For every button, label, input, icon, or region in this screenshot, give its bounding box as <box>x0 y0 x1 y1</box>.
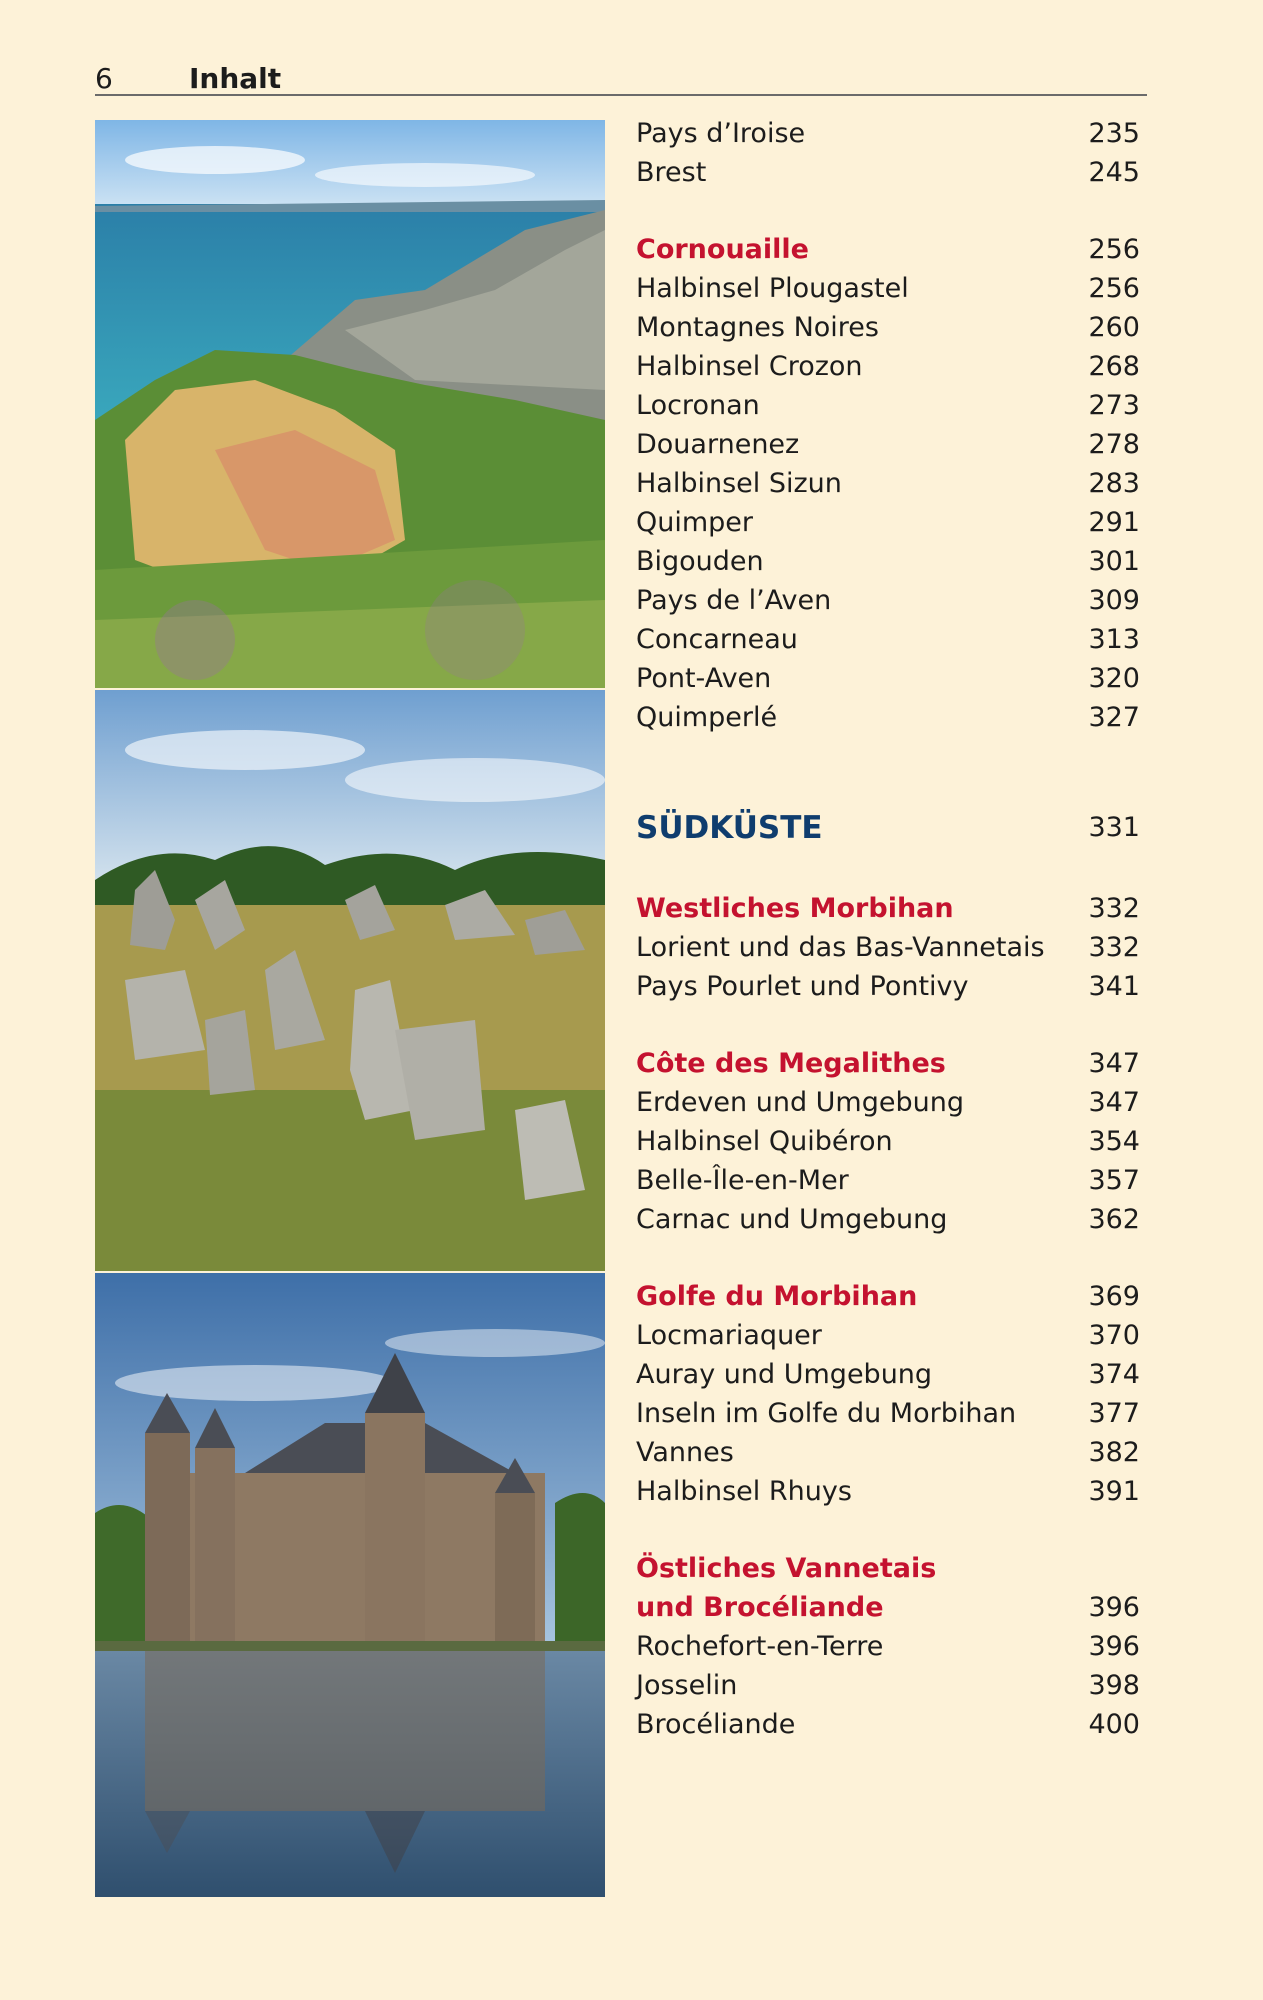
toc-entry-page: 341 <box>1088 971 1140 1002</box>
toc-entry[interactable] <box>636 698 1140 737</box>
toc-entry[interactable] <box>636 1355 1140 1394</box>
toc-entry-title: Quimperlé <box>636 702 778 733</box>
toc-entry[interactable] <box>636 1433 1140 1472</box>
coastal-cliff-photo <box>95 120 605 688</box>
toc-entry-page: 327 <box>1088 702 1140 733</box>
toc-entry[interactable] <box>636 620 1140 659</box>
toc-entry-page: 256 <box>1088 273 1140 304</box>
toc-entry[interactable] <box>636 1472 1140 1511</box>
toc-entry-page: 245 <box>1088 157 1140 188</box>
toc-entry-title: Côte des Megalithes <box>636 1048 946 1079</box>
toc-entry-page: 273 <box>1088 390 1140 421</box>
toc-entry[interactable] <box>636 308 1140 347</box>
toc-entry-page: 278 <box>1088 429 1140 460</box>
toc-section-heading[interactable] <box>636 889 1140 928</box>
megaliths-photo <box>95 690 605 1271</box>
toc-entry-title: Halbinsel Quibéron <box>636 1126 893 1157</box>
toc-entry-page: 301 <box>1088 546 1140 577</box>
toc-entry-page: 309 <box>1088 585 1140 616</box>
page-header <box>95 60 1147 96</box>
toc-entry-page: 347 <box>1088 1087 1140 1118</box>
toc-entry-page: 396 <box>1088 1631 1140 1662</box>
castle-reflection-photo <box>95 1273 605 1897</box>
toc-entry-title: Carnac und Umgebung <box>636 1204 948 1235</box>
toc-entry-title: Auray und Umgebung <box>636 1359 933 1390</box>
toc-entry-page: 260 <box>1088 312 1140 343</box>
toc-entry-page: 382 <box>1088 1437 1140 1468</box>
toc-entry-title: Pont-Aven <box>636 663 772 694</box>
toc-entry[interactable] <box>636 153 1140 192</box>
toc-entry-title: Vannes <box>636 1437 734 1468</box>
toc-entry[interactable] <box>636 503 1140 542</box>
toc-entry[interactable] <box>636 1666 1140 1705</box>
toc-entry-title: und Brocéliande <box>636 1592 884 1623</box>
toc-entry[interactable] <box>636 581 1140 620</box>
toc-entry[interactable] <box>636 928 1140 967</box>
toc-entry-title: Bigouden <box>636 546 764 577</box>
toc-entry-page: 398 <box>1088 1670 1140 1701</box>
toc-entry-title: Cornouaille <box>636 234 809 265</box>
toc-entry-title: Halbinsel Plougastel <box>636 273 909 304</box>
toc-entry-page: 268 <box>1088 351 1140 382</box>
toc-entry-title: Pays d’Iroise <box>636 118 806 149</box>
toc-entry-page: 374 <box>1088 1359 1140 1390</box>
toc-entry-page: 291 <box>1088 507 1140 538</box>
photo-column <box>95 120 605 1897</box>
toc-entry[interactable] <box>636 1200 1140 1239</box>
toc-entry[interactable] <box>636 1316 1140 1355</box>
toc-entry-title: Pays de l’Aven <box>636 585 832 616</box>
toc-entry-title: Belle-Île-en-Mer <box>636 1165 849 1196</box>
toc-entry[interactable] <box>636 425 1140 464</box>
toc-entry-title: Östliches Vannetais <box>636 1553 937 1584</box>
toc-section-heading[interactable] <box>636 230 1140 269</box>
toc-entry[interactable] <box>636 114 1140 153</box>
toc-entry-page: 256 <box>1088 234 1140 265</box>
toc-entry-page: 354 <box>1088 1126 1140 1157</box>
toc-entry-title: Halbinsel Rhuys <box>636 1476 852 1507</box>
toc-entry[interactable] <box>636 542 1140 581</box>
page-title: Inhalt <box>189 62 282 95</box>
table-of-contents <box>636 114 1140 1744</box>
toc-entry-title: Halbinsel Sizun <box>636 468 842 499</box>
toc-entry-page: 369 <box>1088 1281 1140 1312</box>
toc-entry-page: 362 <box>1088 1204 1140 1235</box>
toc-entry-title: Inseln im Golfe du Morbihan <box>636 1398 1017 1429</box>
toc-entry[interactable] <box>636 967 1140 1006</box>
toc-entry[interactable] <box>636 464 1140 503</box>
toc-section-heading[interactable] <box>636 1044 1140 1083</box>
toc-entry-title: Brocéliande <box>636 1709 796 1740</box>
toc-entry[interactable] <box>636 659 1140 698</box>
toc-entry-title: Halbinsel Crozon <box>636 351 863 382</box>
toc-section-heading[interactable] <box>636 1277 1140 1316</box>
toc-entry-page: 235 <box>1088 118 1140 149</box>
toc-entry-title: Locmariaquer <box>636 1320 822 1351</box>
toc-entry-title: Pays Pourlet und Pontivy <box>636 971 969 1002</box>
toc-entry-page: 313 <box>1088 624 1140 655</box>
toc-entry[interactable] <box>636 1122 1140 1161</box>
page-number: 6 <box>95 62 113 95</box>
toc-entry-page: 391 <box>1088 1476 1140 1507</box>
toc-entry[interactable] <box>636 347 1140 386</box>
toc-entry-title: Lorient und das Bas-Vannetais <box>636 932 1045 963</box>
toc-entry-title: Brest <box>636 157 707 188</box>
toc-entry-title: Quimper <box>636 507 754 538</box>
toc-entry-page: 357 <box>1088 1165 1140 1196</box>
toc-entry-title: Rochefort-en-Terre <box>636 1631 884 1662</box>
toc-section-heading-line2[interactable] <box>636 1588 1140 1627</box>
toc-entry-page: 377 <box>1088 1398 1140 1429</box>
toc-section-heading-line1[interactable] <box>636 1549 1140 1588</box>
toc-entry[interactable] <box>636 1083 1140 1122</box>
toc-entry[interactable] <box>636 1627 1140 1666</box>
toc-entry-page: 400 <box>1088 1709 1140 1740</box>
toc-entry-title: Montagnes Noires <box>636 312 879 343</box>
toc-entry-title: Locronan <box>636 390 760 421</box>
toc-entry-page: 331 <box>1088 812 1140 843</box>
toc-entry[interactable] <box>636 386 1140 425</box>
toc-entry-page: 370 <box>1088 1320 1140 1351</box>
toc-entry-page: 320 <box>1088 663 1140 694</box>
toc-chapter-heading[interactable] <box>636 805 1140 851</box>
toc-entry-title: Josselin <box>636 1670 738 1701</box>
toc-entry-title: Golfe du Morbihan <box>636 1281 918 1312</box>
toc-entry[interactable] <box>636 269 1140 308</box>
toc-entry[interactable] <box>636 1161 1140 1200</box>
toc-entry[interactable] <box>636 1394 1140 1433</box>
toc-entry-page: 396 <box>1088 1592 1140 1623</box>
toc-entry-page: 332 <box>1088 932 1140 963</box>
toc-entry-page: 283 <box>1088 468 1140 499</box>
toc-entry-title: Douarnenez <box>636 429 800 460</box>
toc-entry-page: 332 <box>1088 893 1140 924</box>
toc-entry-title: Erdeven und Umgebung <box>636 1087 964 1118</box>
toc-entry[interactable] <box>636 1705 1140 1744</box>
toc-entry-page: 347 <box>1088 1048 1140 1079</box>
toc-entry-title: Westliches Morbihan <box>636 893 954 924</box>
toc-entry-title: SÜDKÜSTE <box>636 810 823 846</box>
toc-entry-title: Concarneau <box>636 624 798 655</box>
